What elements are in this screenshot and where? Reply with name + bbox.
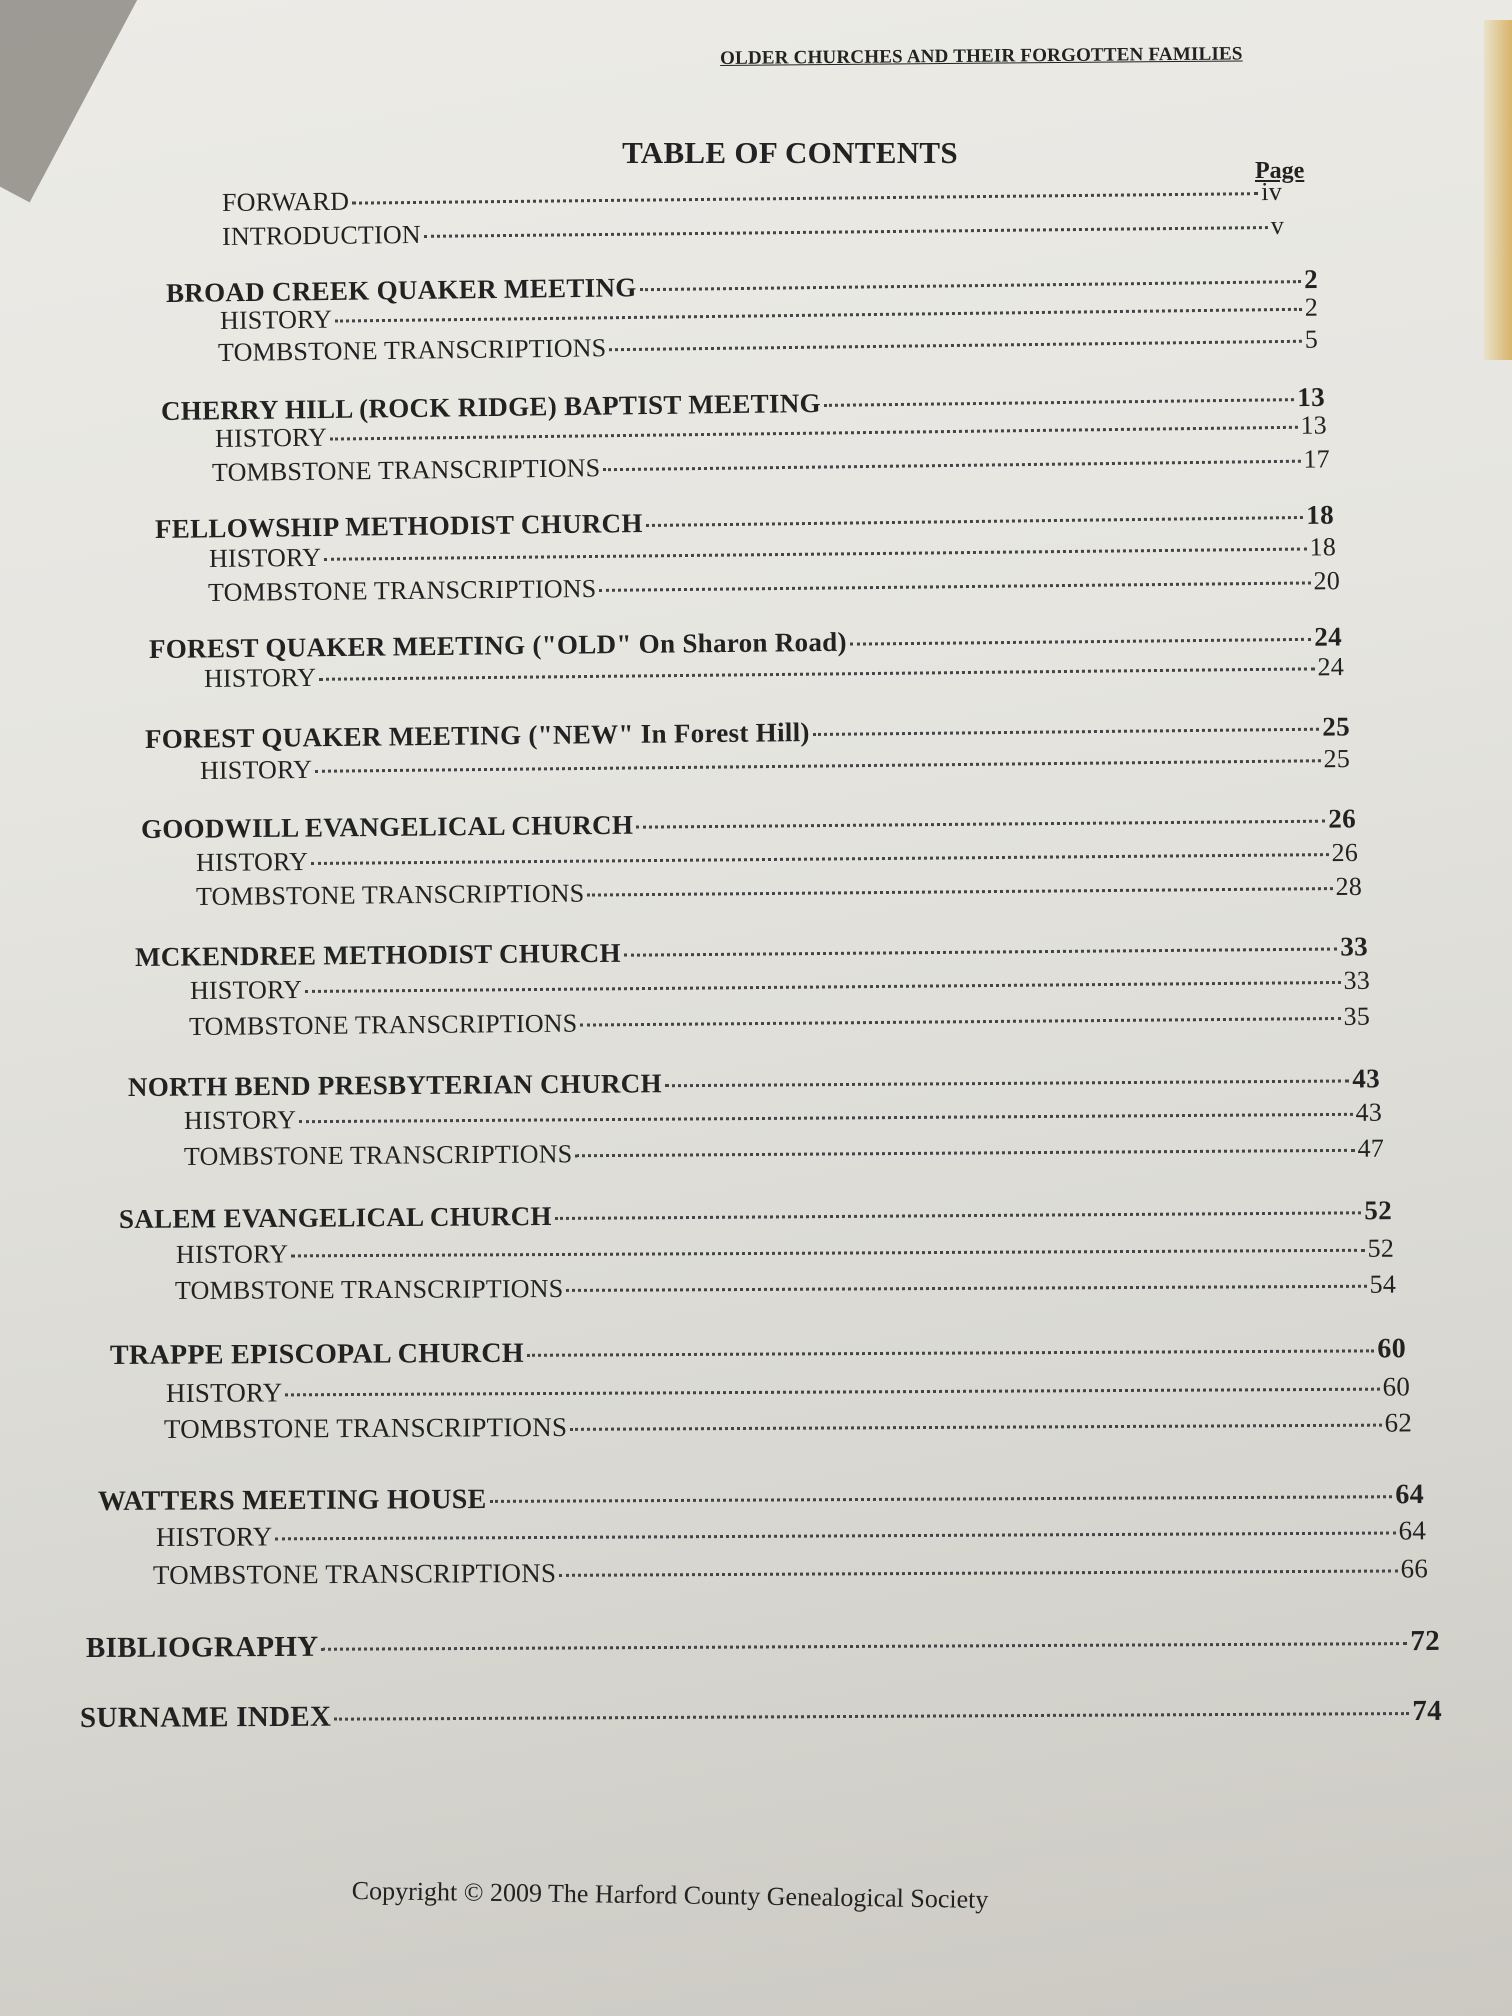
toc-entry xyxy=(208,566,1340,608)
dot-leader xyxy=(334,1712,1409,1721)
toc-entry xyxy=(128,1063,1380,1103)
toc-entry-page: 2 xyxy=(1303,263,1319,295)
toc-entry-title: INTRODUCTION xyxy=(221,219,421,251)
dot-leader xyxy=(609,340,1301,351)
toc-entry xyxy=(156,1515,1426,1553)
toc-entry-page: 72 xyxy=(1410,1624,1441,1658)
toc-entry xyxy=(190,966,1370,1006)
toc-entry-page: 60 xyxy=(1377,1333,1407,1365)
toc-entry-title: HISTORY xyxy=(155,1521,273,1552)
toc-entry-title: FORWARD xyxy=(221,186,350,217)
dot-leader xyxy=(330,426,1297,441)
dot-leader xyxy=(824,398,1294,407)
toc-entry-title: TRAPPE EPISCOPAL CHURCH xyxy=(109,1337,525,1371)
toc-entry-title: SURNAME INDEX xyxy=(79,1700,332,1734)
toc-entry-title: HISTORY xyxy=(203,662,317,693)
toc-entry-title: HISTORY xyxy=(183,1105,297,1135)
dot-leader xyxy=(640,280,1302,291)
dot-leader xyxy=(291,1249,1364,1258)
dot-leader xyxy=(580,1017,1340,1027)
toc-entry-page: 52 xyxy=(1364,1195,1393,1226)
toc-entry-title: TOMBSTONE TRANSCRIPTIONS xyxy=(152,1557,557,1590)
dot-leader xyxy=(603,460,1300,472)
toc-entry-title: FOREST QUAKER MEETING ("OLD" On Sharon Road) xyxy=(148,626,847,664)
toc-entry-title: HISTORY xyxy=(208,542,322,573)
toc-entry xyxy=(86,1625,1440,1665)
toc-entry-page: 18 xyxy=(1306,499,1335,530)
toc-entry-title: TOMBSTONE TRANSCRIPTIONS xyxy=(207,573,597,607)
toc-entry-title: CHERRY HILL (ROCK RIDGE) BAPTIST MEETING xyxy=(160,387,822,426)
toc-entry-page: 25 xyxy=(1323,743,1351,774)
toc-entry-page: 28 xyxy=(1335,871,1363,902)
toc-entry-page: 43 xyxy=(1352,1063,1381,1094)
toc-entry-title: HISTORY xyxy=(189,975,303,1005)
toc-entry-title: HISTORY xyxy=(199,754,313,785)
toc-entry-page: 26 xyxy=(1328,803,1357,834)
toc-entry-title: TOMBSTONE TRANSCRIPTIONS xyxy=(188,1008,578,1041)
dot-leader xyxy=(850,638,1312,646)
toc-entry-title: WATTERS MEETING HOUSE xyxy=(97,1483,487,1517)
toc-entry-page: 20 xyxy=(1313,566,1341,596)
toc-entry-page: 26 xyxy=(1331,837,1359,868)
dot-leader xyxy=(527,1349,1374,1356)
running-header: OLDER CHURCHES AND THEIR FORGOTTEN FAMILIES xyxy=(720,43,1243,69)
toc-entry xyxy=(222,211,1284,252)
dot-leader xyxy=(665,1079,1350,1087)
dot-leader xyxy=(575,1149,1354,1157)
toc-entry-page: 54 xyxy=(1369,1269,1397,1299)
toc-entry-title: HISTORY xyxy=(165,1377,283,1408)
page-column-label: Page xyxy=(1255,158,1305,184)
toc-entry-title: TOMBSTONE TRANSCRIPTIONS xyxy=(217,333,607,367)
toc-entry-title: TOMBSTONE TRANSCRIPTIONS xyxy=(211,453,601,487)
dot-leader xyxy=(311,853,1328,865)
toc-entry xyxy=(196,838,1358,878)
toc-entry-page: 64 xyxy=(1398,1515,1427,1546)
toc-entry-page: 62 xyxy=(1384,1407,1413,1438)
toc-entry-page: 13 xyxy=(1297,381,1326,413)
dot-leader xyxy=(559,1569,1397,1576)
toc-entry-title: FOREST QUAKER MEETING ("NEW" In Forest Hill) xyxy=(144,717,810,754)
toc-entry-title: BIBLIOGRAPHY xyxy=(85,1630,319,1664)
toc-entry-page: 17 xyxy=(1303,444,1331,474)
copyright-notice: Copyright © 2009 The Harford County Genealogical Society xyxy=(351,1876,989,1914)
dot-leader xyxy=(319,667,1314,680)
dot-leader xyxy=(599,581,1310,591)
toc-entry xyxy=(166,1371,1410,1409)
toc-entry-page: 52 xyxy=(1367,1233,1395,1263)
dot-leader xyxy=(566,1285,1366,1292)
toc-entry-title: TOMBSTONE TRANSCRIPTIONS xyxy=(174,1273,564,1305)
toc-entry-page: 64 xyxy=(1395,1479,1425,1511)
toc-entry-title: MCKENDREE METHODIST CHURCH xyxy=(134,937,621,972)
dot-leader xyxy=(490,1495,1393,1503)
toc-entry xyxy=(119,1195,1392,1235)
dot-leader xyxy=(305,981,1340,993)
toc-entry-title: TOMBSTONE TRANSCRIPTIONS xyxy=(195,878,585,911)
toc-entry-title: GOODWILL EVANGELICAL CHURCH xyxy=(140,809,634,844)
dot-leader xyxy=(424,226,1268,238)
dot-leader xyxy=(321,1642,1407,1651)
toc-entry-title: BROAD CREEK QUAKER MEETING xyxy=(165,272,637,308)
toc-entry-title: NORTH BEND PRESBYTERIAN CHURCH xyxy=(127,1068,662,1102)
toc-entry xyxy=(184,1134,1384,1172)
dot-leader xyxy=(285,1388,1379,1397)
dot-leader xyxy=(624,948,1338,957)
toc-entry xyxy=(98,1479,1424,1518)
toc-entry-page: 33 xyxy=(1343,965,1371,995)
toc-entry-page: 24 xyxy=(1317,652,1345,682)
toc-entry xyxy=(189,1002,1370,1042)
toc-entry-page: 74 xyxy=(1412,1694,1443,1728)
toc-entry xyxy=(153,1553,1428,1591)
toc-entry xyxy=(176,1234,1394,1270)
toc-entry-title: HISTORY xyxy=(175,1239,289,1269)
toc-entry-page: 47 xyxy=(1357,1133,1385,1163)
toc-entry xyxy=(184,1098,1382,1136)
toc-entry-title: SALEM EVANGELICAL CHURCH xyxy=(118,1200,552,1234)
toc-entry-page: 60 xyxy=(1382,1371,1411,1402)
toc-entry xyxy=(175,1270,1396,1306)
toc-entry-page: 66 xyxy=(1400,1553,1429,1584)
toc-entry-title: HISTORY xyxy=(195,847,309,877)
dot-leader xyxy=(570,1424,1381,1431)
toc-entry xyxy=(110,1333,1406,1372)
dot-leader xyxy=(299,1113,1352,1123)
toc-entry-page: 35 xyxy=(1343,1001,1371,1031)
toc-entry-page: 2 xyxy=(1304,292,1319,322)
toc-entry-title: HISTORY xyxy=(214,422,328,453)
toc-entry-page: 25 xyxy=(1322,711,1351,742)
toc-entry-title: TOMBSTONE TRANSCRIPTIONS xyxy=(183,1139,573,1171)
dot-leader xyxy=(646,516,1304,527)
toc-entry-page: v xyxy=(1270,210,1285,241)
toc-entry-page: iv xyxy=(1261,176,1283,207)
toc-entry-title: FELLOWSHIP METHODIST CHURCH xyxy=(154,508,643,544)
dot-leader xyxy=(555,1211,1362,1220)
page-title: TABLE OF CONTENTS xyxy=(622,135,958,170)
toc-entry-page: 33 xyxy=(1340,931,1369,962)
toc-entry xyxy=(196,872,1362,912)
dot-leader xyxy=(587,887,1332,897)
toc-entry-page: 5 xyxy=(1304,324,1319,354)
dot-leader xyxy=(813,728,1320,736)
toc-entry-title: TOMBSTONE TRANSCRIPTIONS xyxy=(163,1411,568,1444)
toc-entry-page: 13 xyxy=(1300,410,1328,440)
toc-entry-page: 24 xyxy=(1314,621,1343,652)
toc-entry-page: 18 xyxy=(1309,532,1337,562)
toc-entry-page: 43 xyxy=(1355,1097,1383,1127)
dot-leader xyxy=(324,548,1306,561)
dot-leader xyxy=(352,192,1258,204)
toc-entry xyxy=(164,1407,1412,1445)
toc-entry xyxy=(80,1695,1442,1735)
toc-entry-title: HISTORY xyxy=(219,304,333,335)
dot-leader xyxy=(315,759,1320,773)
dot-leader xyxy=(335,308,1302,323)
dot-leader xyxy=(275,1532,1395,1541)
dot-leader xyxy=(636,820,1325,829)
